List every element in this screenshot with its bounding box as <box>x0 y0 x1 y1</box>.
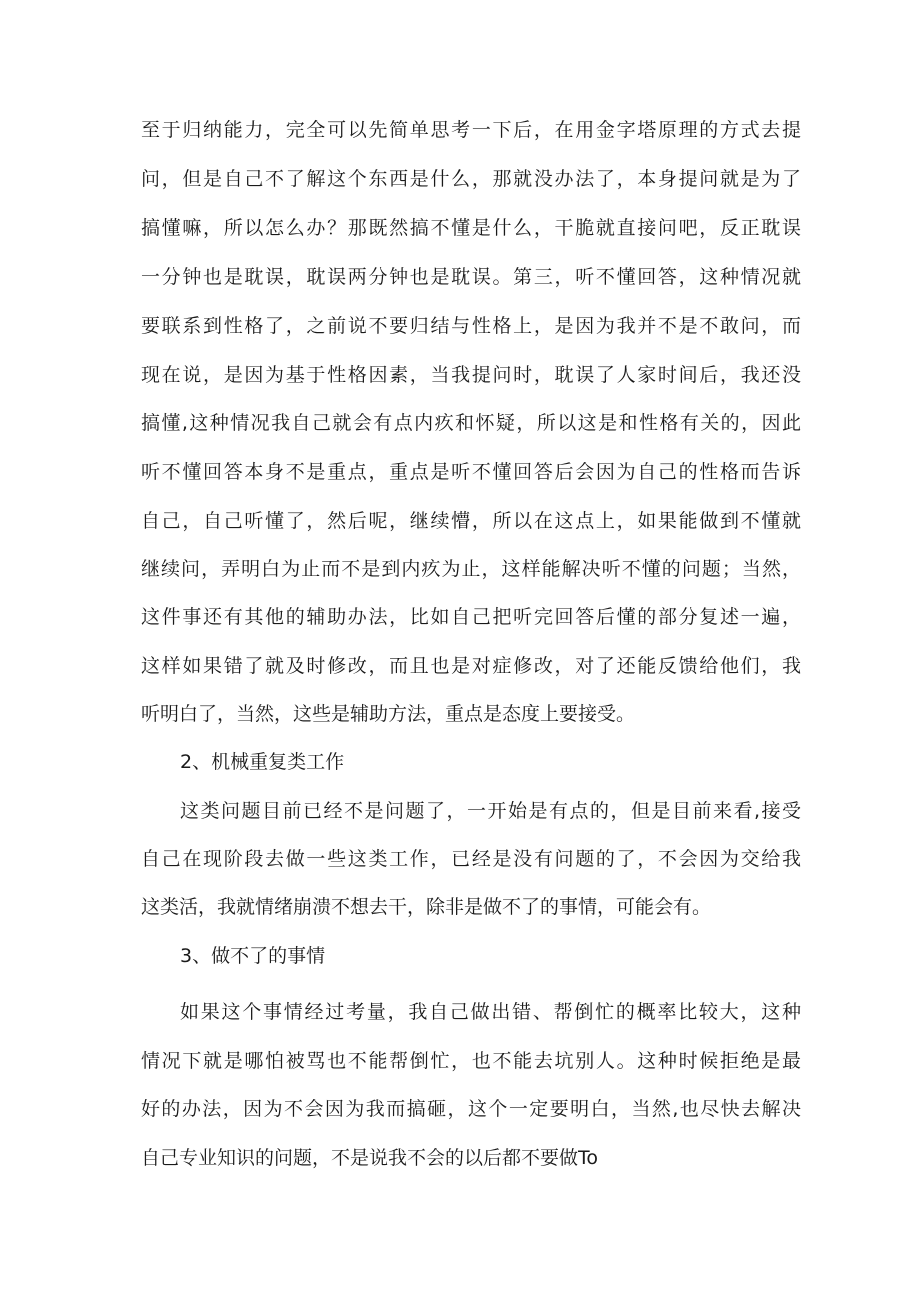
paragraph-line: 这样如果错了就及时修改，而且也是对症修改，对了还能反馈给他们，我 <box>141 655 801 677</box>
paragraph-line: 至于归纳能力，完全可以先简单思考一下后，在用金字塔原理的方式去提 <box>141 119 801 141</box>
paragraph-line: 要联系到性格了，之前说不要归结与性格上，是因为我并不是不敢问，而 <box>141 315 801 337</box>
paragraph-line: 这件事还有其他的辅助办法，比如自己把听完回答后懂的部分复述一遍， <box>141 606 801 628</box>
paragraph-line: 这类问题目前已经不是问题了，一开始是有点的，但是目前来看,接受 <box>180 800 801 822</box>
paragraph-line: 继续问，弄明白为止而不是到内疚为止，这样能解决听不懂的问题；当然， <box>141 558 801 580</box>
paragraph-line: 自己，自己听懂了，然后呢，继续懵，所以在这点上，如果能做到不懂就 <box>141 510 801 532</box>
section-heading: 3、做不了的事情 <box>180 945 326 967</box>
section-heading: 2、机械重复类工作 <box>180 751 345 773</box>
paragraph-line: 自己专业知识的问题，不是说我不会的以后都不要做To <box>141 1147 599 1169</box>
paragraph-line: 听不懂回答本身不是重点，重点是听不懂回答后会因为自己的性格而告诉 <box>141 461 801 483</box>
paragraph-line: 听明白了，当然，这些是辅助方法，重点是态度上要接受。 <box>141 703 636 725</box>
paragraph-line: 问，但是自己不了解这个东西是什么，那就没办法了，本身提问就是为了 <box>141 168 801 190</box>
paragraph-line: 一分钟也是耽误，耽误两分钟也是耽误。第三，听不懂回答，这种情况就 <box>141 266 801 288</box>
paragraph-line: 好的办法，因为不会因为我而搞砸，这个一定要明白，当然,也尽快去解决 <box>141 1098 801 1120</box>
paragraph-line: 自己在现阶段去做一些这类工作，已经是没有问题的了，不会因为交给我 <box>141 848 801 870</box>
paragraph-line: 如果这个事情经过考量，我自己做出错、帮倒忙的概率比较大，这种 <box>180 1001 801 1023</box>
paragraph-line: 情况下就是哪怕被骂也不能帮倒忙，也不能去坑别人。这种时候拒绝是最 <box>141 1050 801 1072</box>
paragraph-line: 搞懂,这种情况我自己就会有点内疚和怀疑，所以这是和性格有关的，因此 <box>141 412 801 434</box>
paragraph-line: 搞懂嘛，所以怎么办？那既然搞不懂是什么，干脆就直接问吧，反正耽误 <box>141 217 801 239</box>
paragraph-line: 现在说，是因为基于性格因素，当我提问时，耽误了人家时间后，我还没 <box>141 364 801 386</box>
paragraph-line: 这类活，我就情绪崩溃不想去干，除非是做不了的事情，可能会有。 <box>141 896 712 918</box>
